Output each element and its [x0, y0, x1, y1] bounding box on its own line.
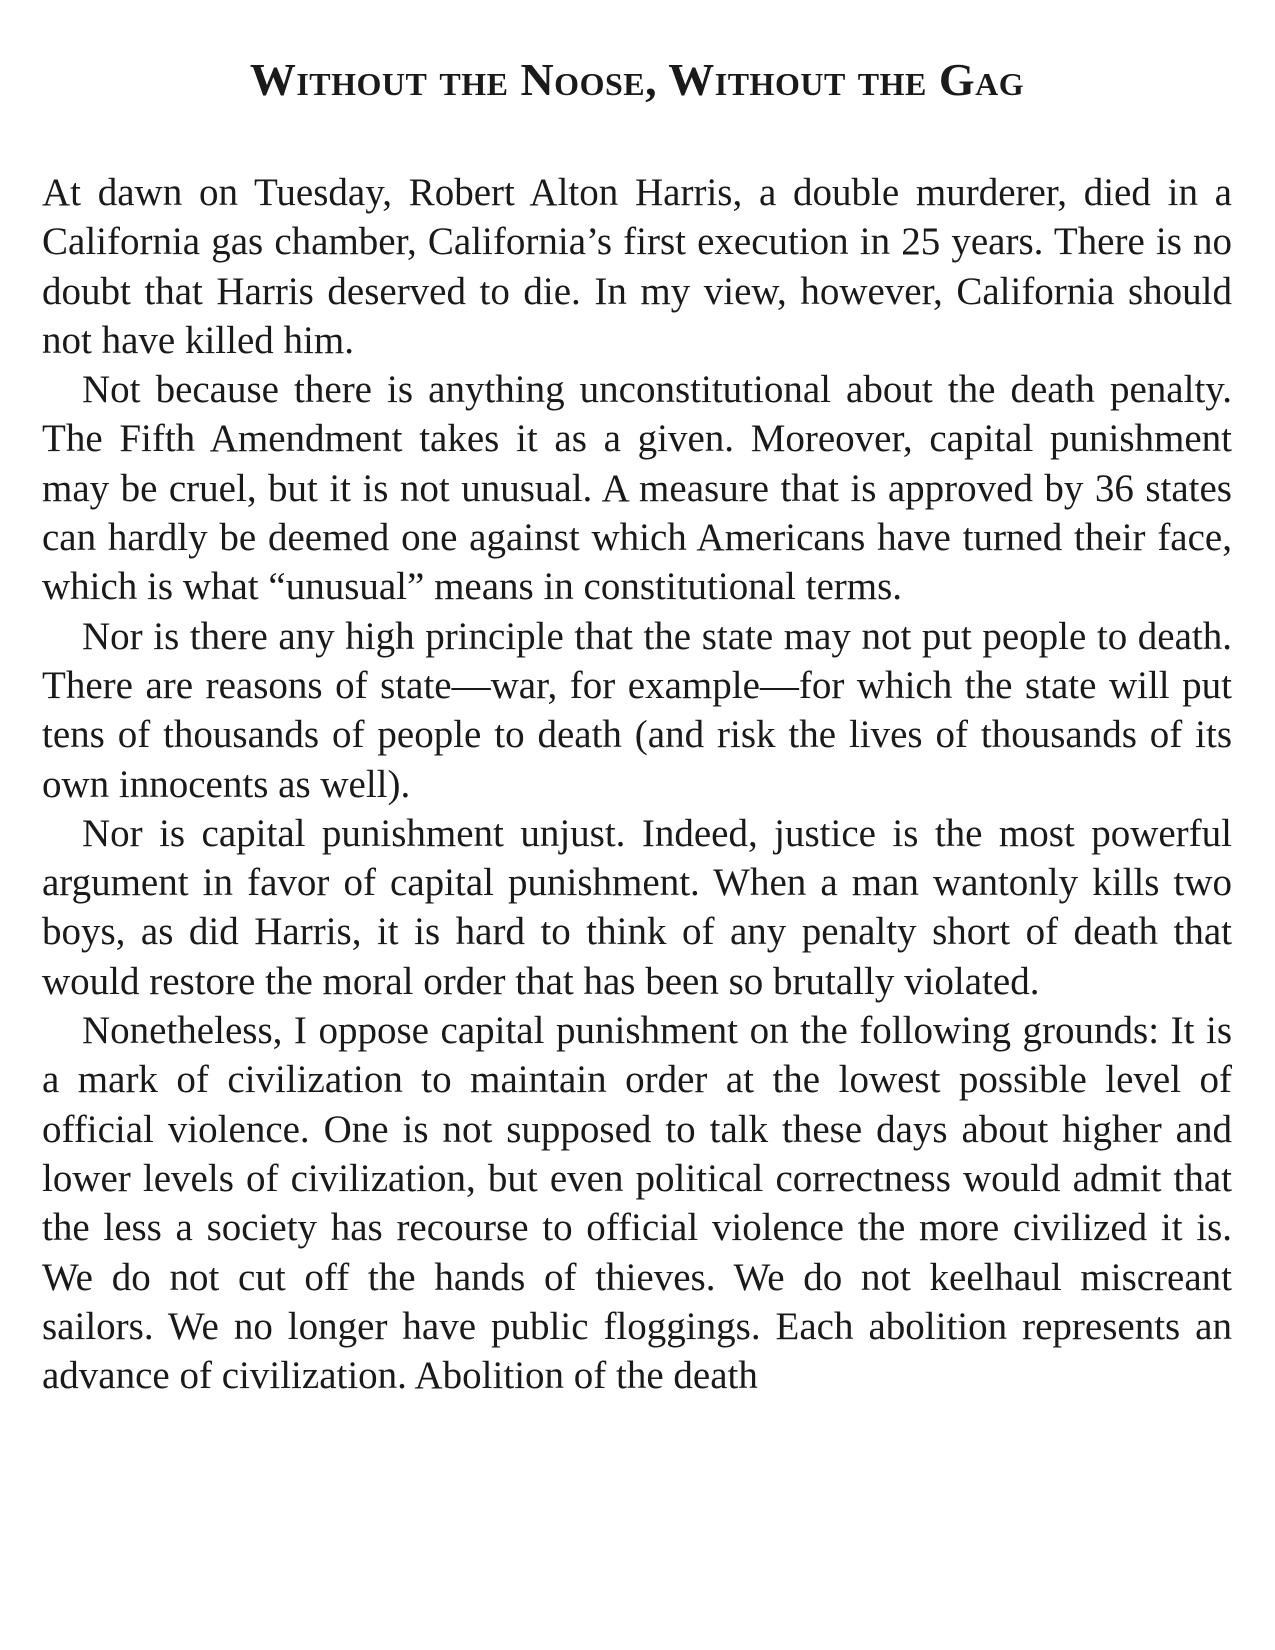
paragraph-3: Nor is there any high principle that the state may not put people to death. There are reasons of state—war, for example—for which the state will put tens of thousands of people to death (and risk the lives of thousands of its own innocents as well).: [42, 614, 1232, 806]
paragraph-2: Not because there is anything unconstitutional about the death penalty. The Fifth Amendment takes it as a given. Moreover, capital punishment may be cruel, but it is not unusual. A measure that is approved by 36 states can hardly be deemed one against which Americans have turned their face, which is what “unusual” means in constitutional terms.: [42, 368, 1232, 609]
paragraph-4: Nor is capital punishment unjust. Indeed, justice is the most powerful argument in favor of capital punishment. When a man wantonly kills two boys, as did Harris, it is hard to think of any penalty short of death that would restore the moral order that has been so brutally violated.: [42, 811, 1232, 1003]
article-body: [42, 168, 1232, 1400]
article-title: Without the Noose, Without the Gag: [249, 54, 1025, 105]
paragraph-5: Nonetheless, I oppose capital punishment on the following grounds: It is a mark of civilization to maintain order at the lowest possible level of official violence. One is not supposed to talk these days about higher and lower levels of civilization, but even political correctness would admit that the less a society has recourse to official violence the more civilized it is. We do not cut off the hands of thieves. We do not keelhaul miscreant sailors. We no longer have public floggings. Each abolition represents an advance of civilization. Abolition of the death: [42, 1009, 1232, 1398]
document-page: [42, 0, 1232, 1650]
paragraph-1: At dawn on Tuesday, Robert Alton Harris, a double murderer, died in a California gas chamber, California’s first execution in 25 years. There is no doubt that Harris deserved to die. In my view, however, California should not have killed him.: [42, 171, 1232, 362]
